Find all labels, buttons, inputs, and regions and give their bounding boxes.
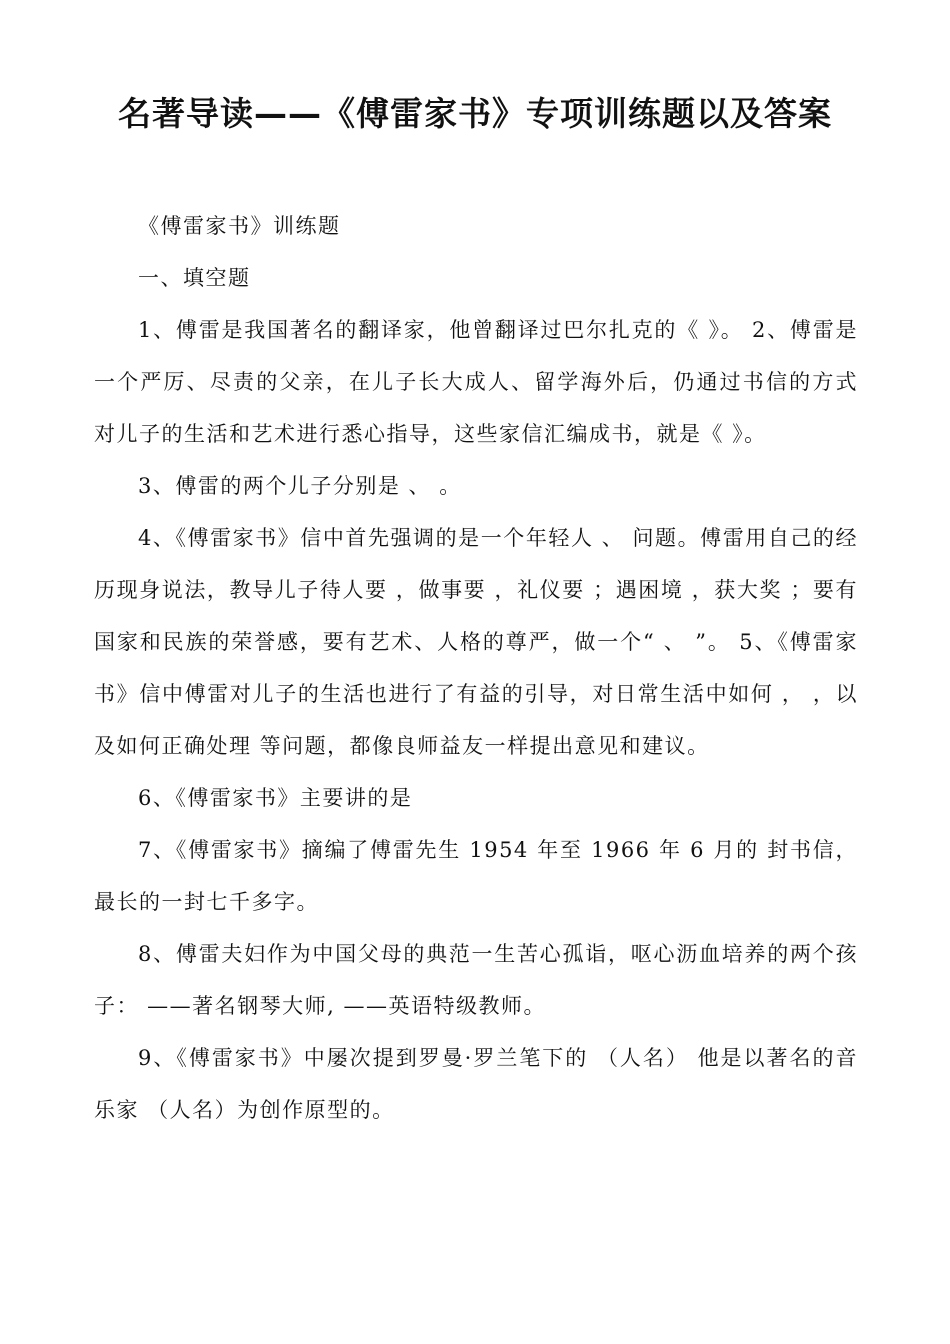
question-9: 9、《傅雷家书》中屡次提到罗曼·罗兰笔下的 （人名） 他是以著名的音乐家 （人名）为创作原型的。 [94,1046,858,1122]
question-6: 6、《傅雷家书》主要讲的是 [138,786,413,810]
question-8: 8、傅雷夫妇作为中国父母的典范一生苦心孤诣，呕心沥血培养的两个孩子： ——著名钢琴大师, ——英语特级教师。 [94,942,858,1018]
question-1-2: 1、傅雷是我国著名的翻译家，他曾翻译过巴尔扎克的《 》。 2、傅雷是一个严厉、尽责的父亲，在儿子长大成人、留学海外后，仍通过书信的方式对儿子的生活和艺术进行悉心指导，这些家信汇编成书，就是《 》。 [94,318,858,446]
question-3: 3、傅雷的两个儿子分别是 、 。 [138,474,462,498]
page-title: 名著导读——《傅雷家书》专项训练题以及答案 [118,94,832,133]
section-heading: 《傅雷家书》训练题 [138,214,341,238]
question-type-heading: 一、填空题 [138,266,251,290]
question-4-5: 4、《傅雷家书》信中首先强调的是一个年轻人 、 问题。傅雷用自己的经历现身说法，教导儿子待人要 ，做事要 ，礼仪要 ；遇困境 ，获大奖 ；要有国家和民族的荣誉感，要有艺术、人格的尊严，做一个“ 、 ”。 5、《傅雷家书》信中傅雷对儿子的生活也进行了有益的引导，对日常生活中如何 ， ，以及如何正确处理 等问题，都像良师益友一样提出意见和建议。 [94,526,858,758]
question-7: 7、《傅雷家书》摘编了傅雷先生 1954 年至 1966 年 6 月的 封书信，最长的一封七千多字。 [94,838,858,914]
document-body [94,200,858,1136]
